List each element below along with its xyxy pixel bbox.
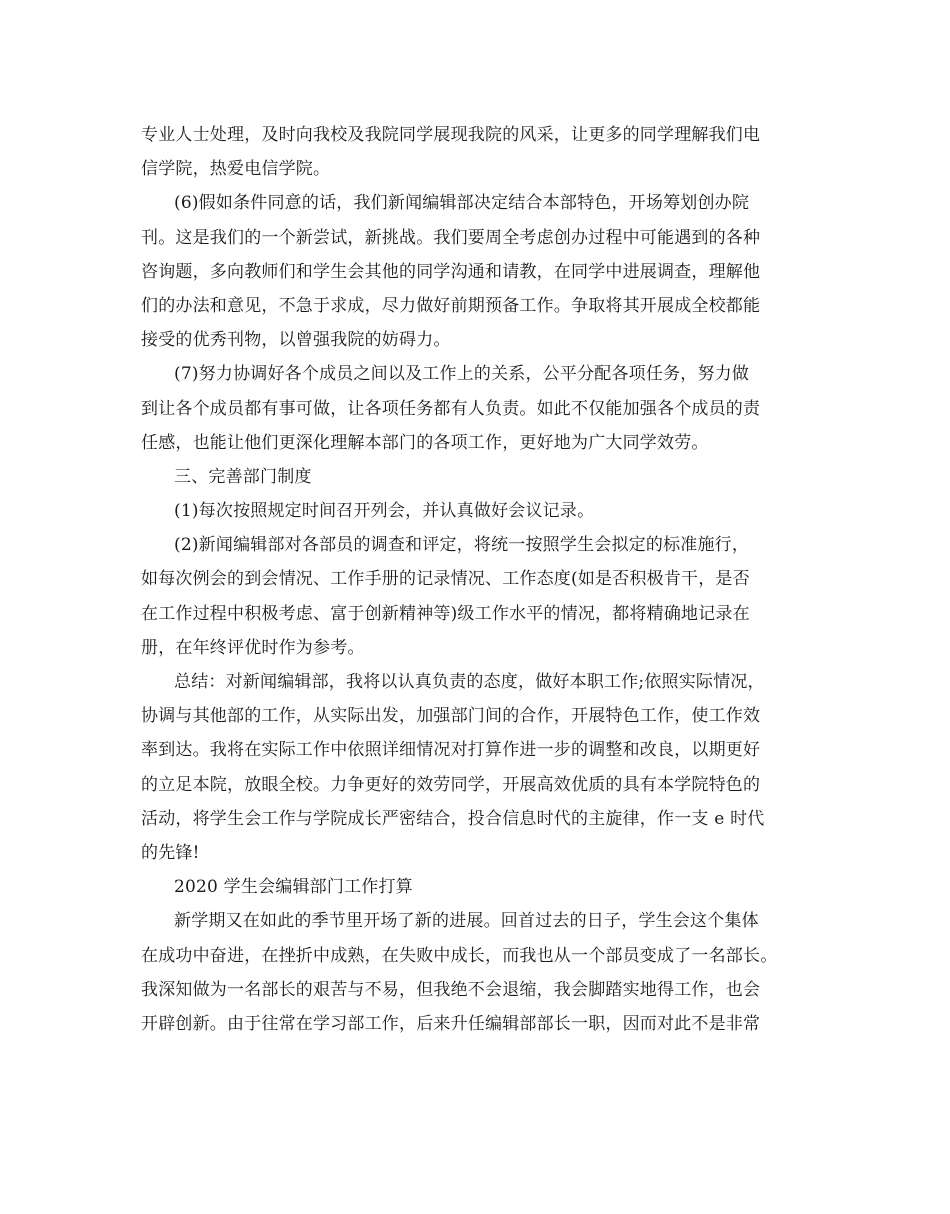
text-line: 三、完善部门制度	[174, 466, 312, 487]
text-line: 我深知做为一名部长的艰苦与不易，但我绝不会退缩，我会脚踏实地得工作，也会	[141, 979, 761, 1000]
text-line: 在成功中奋进，在挫折中成熟，在失败中成长，而我也从一个部员变成了一名部长。	[141, 945, 778, 966]
text-line: (2)新闻编辑部对各部员的调查和评定，将统一按照学生会拟定的标准施行，	[174, 535, 750, 556]
text-line: 刊。这是我们的一个新尝试，新挑战。我们要周全考虑创办过程中可能遇到的各种	[141, 227, 761, 248]
text-line: 总结：对新闻编辑部，我将以认真负责的态度，做好本职工作;依照实际情况，	[174, 672, 765, 692]
text-line: (7)努力协调好各个成员之间以及工作上的关系，公平分配各项任务，努力做	[174, 364, 750, 385]
text-line: 信学院，热爱电信学院。	[141, 159, 331, 180]
document-body	[141, 118, 831, 1041]
text-line: (1)每次按照规定时间召开列会，并认真做好会议记录。	[174, 501, 595, 522]
text-line: 的先锋!	[141, 842, 200, 863]
text-line: 专业人士处理，及时向我校及我院同学展现我院的风采，让更多的同学理解我们电	[141, 125, 761, 145]
text-line: 新学期又在如此的季节里开场了新的进展。回首过去的日子，学生会这个集体	[174, 911, 759, 932]
text-line: 咨询题，多向教师们和学生会其他的同学沟通和请教，在同学中进展调查，理解他	[141, 261, 761, 282]
text-line: 如每次例会的到会情况、工作手册的记录情况、工作态度(如是否积极肯干，是否	[141, 569, 750, 590]
text-line: 活动，将学生会工作与学院成长严密结合，投合信息时代的主旋律，作一支 e 时代	[141, 808, 765, 829]
text-line: 开辟创新。由于往常在学习部工作，后来升任编辑部部长一职，因而对此不是非常	[141, 1013, 761, 1034]
text-line: 2020 学生会编辑部门工作打算	[174, 877, 413, 898]
text-line: 任感，也能让他们更深化理解本部门的各项工作，更好地为广大同学效劳。	[141, 432, 709, 453]
text-line: (6)假如条件同意的话，我们新闻编辑部决定结合本部特色，开场筹划创办院	[174, 193, 750, 214]
text-line: 协调与其他部的工作，从实际出发，加强部门间的合作，开展特色工作，使工作效	[141, 706, 761, 727]
text-line: 在工作过程中积极考虑、富于创新精神等)级工作水平的情况，都将精确地记录在	[141, 603, 750, 624]
text-line: 的立足本院，放眼全校。力争更好的效劳同学，开展高效优质的具有本学院特色的	[141, 774, 761, 795]
text-line: 们的办法和意见，不急于求成，尽力做好前期预备工作。争取将其开展成全校都能	[141, 295, 761, 316]
text-line: 册，在年终评优时作为参考。	[141, 637, 365, 658]
text-line: 率到达。我将在实际工作中依照详细情况对打算作进一步的调整和改良，以期更好	[141, 740, 761, 761]
text-line: 接受的优秀刊物，以曾强我院的妨碍力。	[141, 330, 451, 351]
text-line: 到让各个成员都有事可做，让各项任务都有人负责。如此不仅能加强各个成员的责	[141, 398, 761, 419]
